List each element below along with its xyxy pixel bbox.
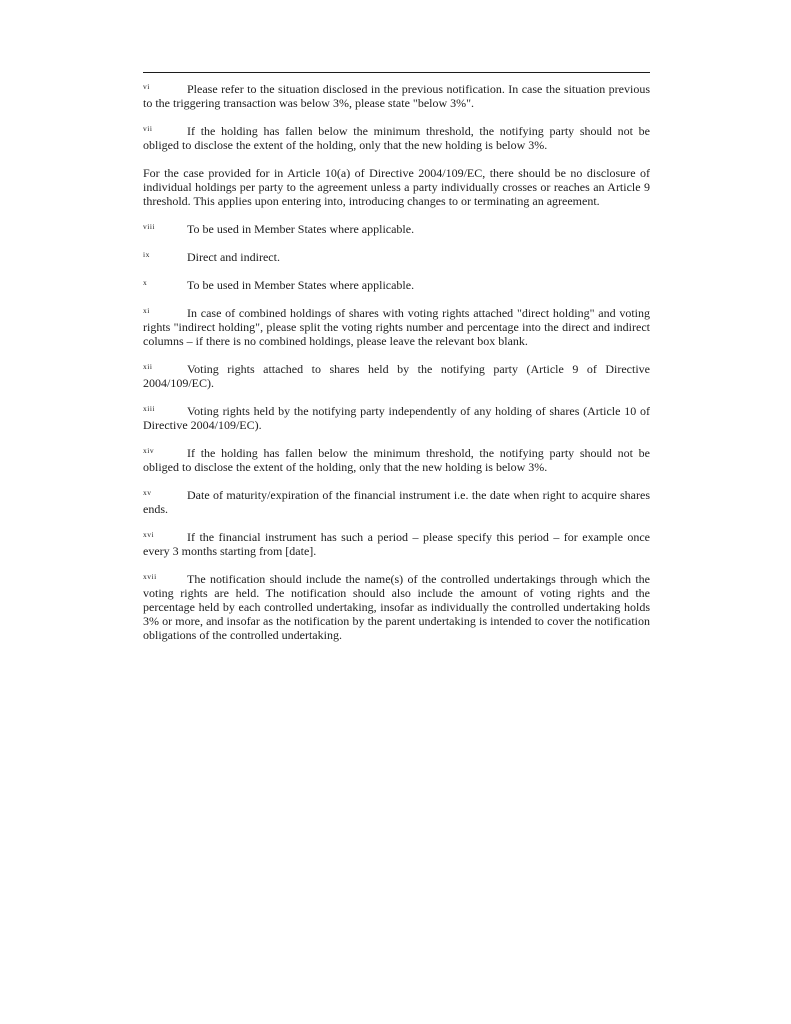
footnote-xiii	[143, 404, 650, 432]
footnote-marker-xi: xi	[143, 306, 150, 315]
footnote-ix	[143, 250, 650, 264]
footnote-text: If the holding has fallen below the minimum threshold, the notifying party should not be obliged to disclose the extent of the holding, only that the new holding is below 3%.	[143, 446, 650, 474]
footnote-viii	[143, 222, 650, 236]
footnote-text: Direct and indirect.	[187, 250, 280, 264]
footnote-text: To be used in Member States where applicable.	[187, 222, 415, 236]
footnote-x	[143, 278, 650, 292]
footnote-xvii	[143, 572, 650, 642]
article-10a-note	[143, 166, 650, 208]
footnote-separator-line	[143, 72, 650, 73]
footnote-marker-ix: ix	[143, 250, 150, 259]
footnote-xiv	[143, 446, 650, 474]
footnote-marker-xvii: xvii	[143, 572, 157, 581]
footnote-text: Voting rights attached to shares held by the notifying party (Article 9 of Directive 2004/109/EC).	[143, 362, 650, 390]
footnote-marker-viii: viii	[143, 222, 156, 231]
footnote-text: The notification should include the name(s) of the controlled undertakings through which the voting rights are held. The notification should also include the amount of voting rights and the percentage held by each controlled undertaking, insofar as individually the controlled undertaking holds 3% or more, and insofar as the notification by the parent undertaking is intended to cover the notification obligations of the controlled undertaking.	[143, 572, 650, 642]
footnote-marker-xii: xii	[143, 362, 153, 371]
footnote-marker-xv: xv	[143, 488, 152, 497]
footnote-text: If the holding has fallen below the minimum threshold, the notifying party should not be obliged to disclose the extent of the holding, only that the new holding is below 3%.	[143, 124, 650, 152]
footnotes-section	[143, 72, 650, 642]
footnote-text: To be used in Member States where applicable.	[187, 278, 415, 292]
footnote-marker-vi: vi	[143, 82, 150, 91]
footnote-xi	[143, 306, 650, 348]
footnote-vii	[143, 124, 650, 152]
footnote-xvi	[143, 530, 650, 558]
footnote-marker-xiii: xiii	[143, 404, 156, 413]
footnote-xv	[143, 488, 650, 516]
footnote-xii	[143, 362, 650, 390]
footnote-marker-xvi: xvi	[143, 530, 155, 539]
footnote-text: If the financial instrument has such a period – please specify this period – for example once every 3 months starting from [date].	[143, 530, 650, 558]
footnote-text: Date of maturity/expiration of the financial instrument i.e. the date when right to acquire shares ends.	[143, 488, 650, 516]
footnote-text: Please refer to the situation disclosed in the previous notification. In case the situation previous to the triggering transaction was below 3%, please state "below 3%".	[143, 82, 650, 110]
footnote-marker-x: x	[143, 278, 148, 287]
footnote-text: For the case provided for in Article 10(a) of Directive 2004/109/EC, there should be no disclosure of individual holdings per party to the agreement unless a party individually crosses or reaches an Article 9 threshold. This applies upon entering into, introducing changes to or terminating an agreement.	[143, 166, 650, 208]
footnote-text: In case of combined holdings of shares with voting rights attached "direct holding" and voting rights "indirect holding", please split the voting rights number and percentage into the direct and indirect columns – if there is no combined holdings, please leave the relevant box blank.	[143, 306, 650, 348]
footnote-marker-xiv: xiv	[143, 446, 155, 455]
footnote-text: Voting rights held by the notifying party independently of any holding of shares (Article 10 of Directive 2004/109/EC).	[143, 404, 650, 432]
footnote-marker-vii: vii	[143, 124, 153, 133]
footnote-vi	[143, 82, 650, 110]
